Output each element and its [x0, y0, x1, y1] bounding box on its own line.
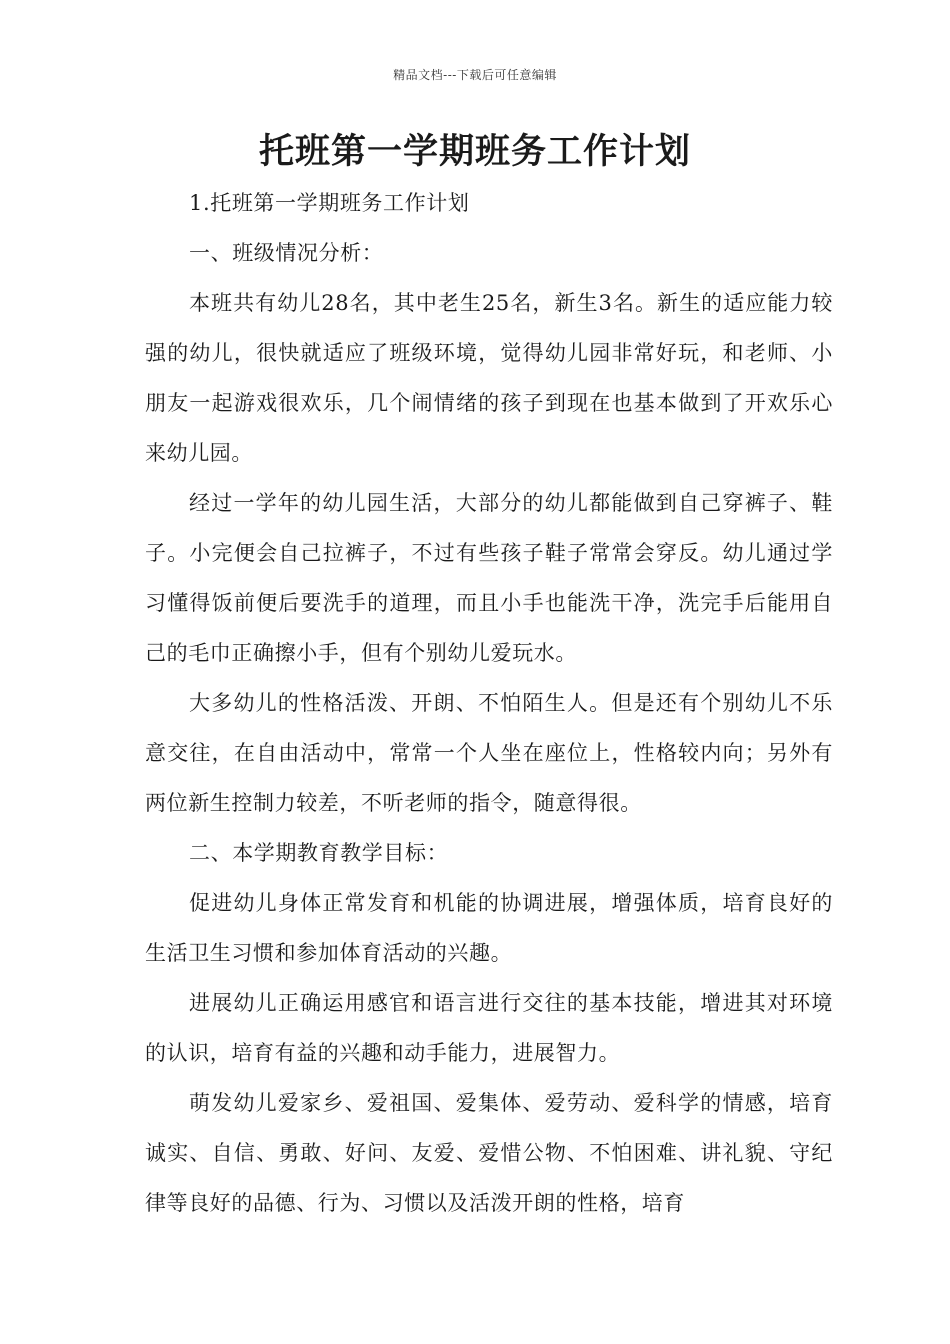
paragraph: 经过一学年的幼儿园生活，大部分的幼儿都能做到自己穿裤子、鞋子。小完便会自己拉裤子，不过有些孩子鞋子常常会穿反。幼儿通过学习懂得饭前便后要洗手的道理，而且小手也能洗干净，洗完手后能用自己的毛巾正确擦小手，但有个别幼儿爱玩水。 — [145, 491, 833, 665]
header-note: 精品文档---下载后可任意编辑 — [393, 68, 557, 82]
paragraph-subtitle: 1.托班第一学期班务工作计划 — [189, 191, 470, 215]
paragraph: 进展幼儿正确运用感官和语言进行交往的基本技能，增进其对环境的认识，培育有益的兴趣和动手能力，进展智力。 — [145, 991, 833, 1065]
paragraph: 大多幼儿的性格活泼、开朗、不怕陌生人。但是还有个别幼儿不乐意交往，在自由活动中，常常一个人坐在座位上，性格较内向；另外有两位新生控制力较差，不听老师的指令，随意得很。 — [145, 691, 833, 815]
paragraph: 萌发幼儿爱家乡、爱祖国、爱集体、爱劳动、爱科学的情感，培育诚实、自信、勇敢、好问、友爱、爱惜公物、不怕困难、讲礼貌、守纪律等良好的品德、行为、习惯以及活泼开朗的性格，培育 — [145, 1091, 833, 1215]
document-title: 托班第一学期班务工作计划 — [258, 131, 691, 172]
paragraph: 促进幼儿身体正常发育和机能的协调进展，增强体质，培育良好的生活卫生习惯和参加体育活动的兴趣。 — [145, 891, 833, 965]
document-body — [145, 178, 833, 1228]
section-heading-teaching-goals: 二、本学期教育教学目标： — [189, 841, 449, 865]
paragraph: 本班共有幼儿28名，其中老生25名，新生3名。新生的适应能力较强的幼儿，很快就适应了班级环境，觉得幼儿园非常好玩，和老师、小朋友一起游戏很欢乐，几个闹情绪的孩子到现在也基本做到了开欢乐心来幼儿园。 — [145, 291, 833, 465]
section-heading-class-analysis: 一、班级情况分析： — [189, 241, 384, 265]
